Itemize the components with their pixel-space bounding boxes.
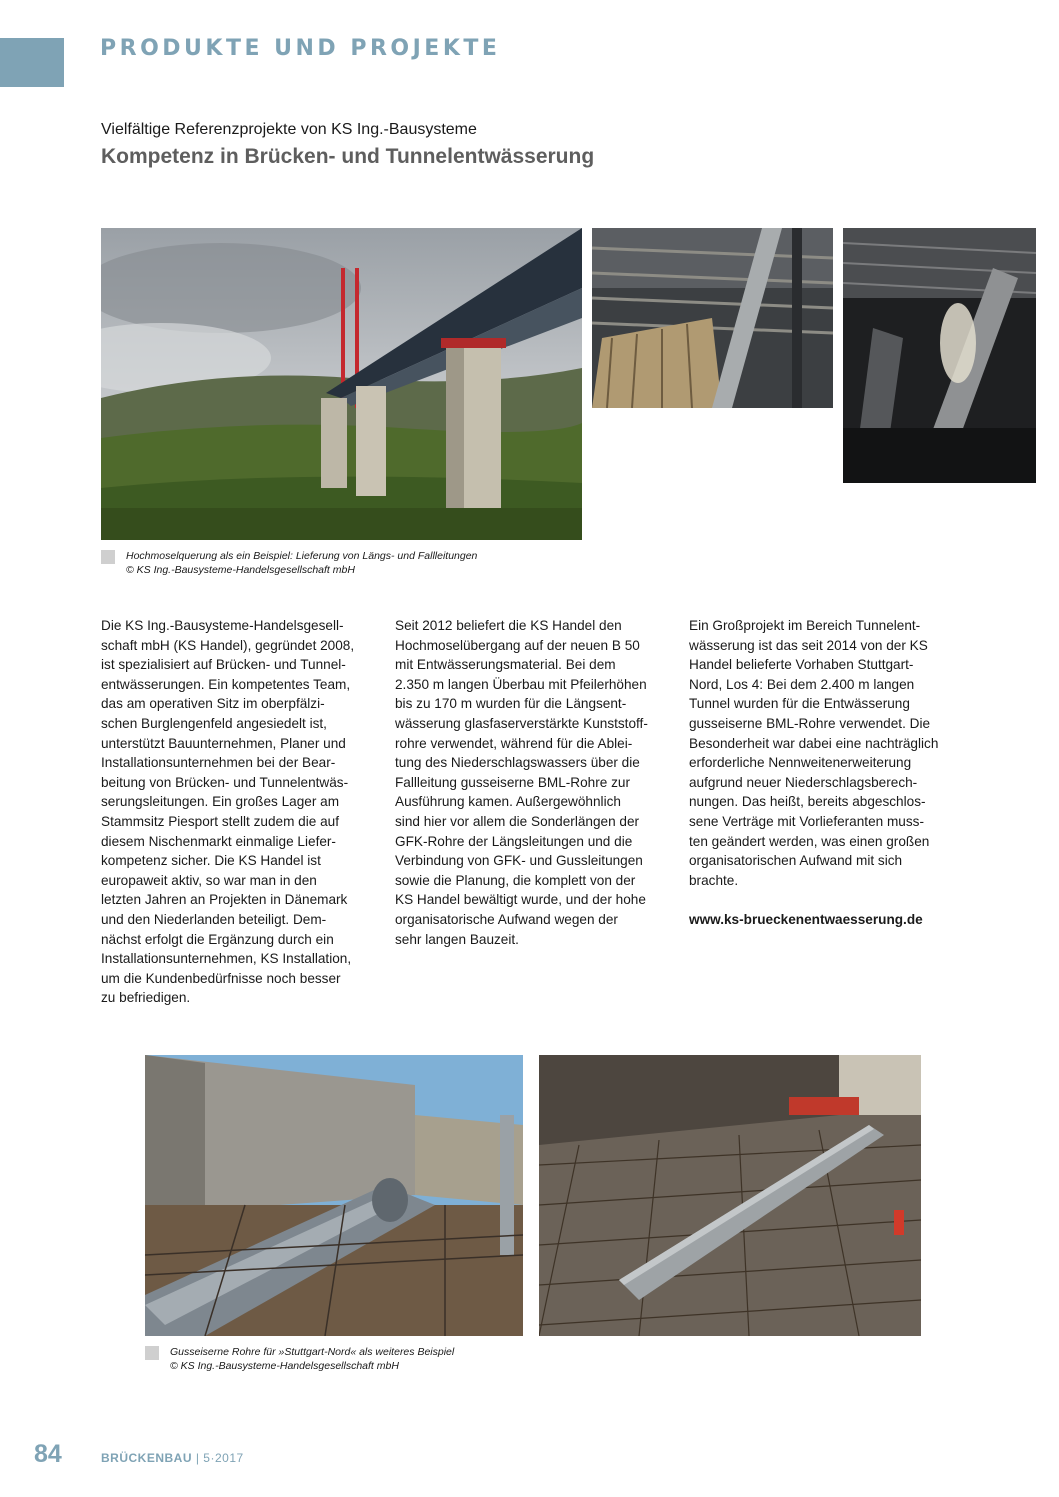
photo-bridge-underside-pipes <box>592 228 833 408</box>
text-column-1 <box>101 616 381 1008</box>
photo-bridge-viaduct <box>101 228 582 540</box>
caption-bottom-credit: © KS Ing.-Bausysteme-Handelsgesellschaft mbH <box>170 1360 399 1372</box>
text-column-2 <box>395 616 675 949</box>
footer-separator: | <box>192 1451 204 1465</box>
website-link[interactable]: www.ks-brueckenentwaesserung.de <box>689 911 923 927</box>
photo-construction-pipes <box>145 1055 523 1336</box>
body-paragraph: Die KS Ing.-Bausysteme-Handelsgesell- schaft mbH (KS Handel), gegründet 2008, ist spezialisiert auf Brücken- und Tunnel- entwässerungen. Ein kompetentes Team, das am operativen Sitz im oberpfälzi- schen Burglengenfeld angesiedelt ist, unterstützt Bauunternehmen, Planer und Installationsunternehmen bei der Bear- beitung von Brücken- und Tunnelentwäs- serungsleitungen. Ein großes Lager am Stammsitz Piesport stellt zudem die auf diesem Nischenmarkt einmalige Liefer- kompetenz sicher. Die KS Handel ist europaweit aktiv, so war man in den letzten Jahren an Projekten in Dänemark und den Niederlanden beteiligt. Dem- nächst erfolgt die Ergänzung durch ein Installationsunternehmen, KS Installation, um die Kundenbedürfnisse noch besser zu befriedigen. <box>101 618 355 1006</box>
magazine-name: BRÜCKENBAU <box>101 1451 192 1465</box>
article-kicker: Vielfältige Referenzprojekte von KS Ing.-Bausysteme <box>101 121 477 138</box>
photo-tunnel-reinforcement <box>539 1055 921 1336</box>
footer-magazine <box>101 1451 244 1465</box>
page-number: 84 <box>34 1440 62 1468</box>
photo-tunnel-pipe <box>843 228 1036 483</box>
article-headline: Kompetenz in Brücken- und Tunnelentwässerung <box>101 145 595 168</box>
caption-top-line1: Hochmoselquerung als ein Beispiel: Lieferung von Längs- und Fallleitungen <box>126 550 478 562</box>
body-paragraph: Ein Großprojekt im Bereich Tunnelent- wässerung ist das seit 2014 von der KS Handel belieferte Vorhaben Stuttgart- Nord, Los 4: Bei dem 2.400 m langen Tunnel wurden für die Entwässerung gusseiserne BML-Rohre verwendet. Die Besonderheit war dabei eine nachträglich erforderliche Nennweitenerweiterung aufgrund neuer Niederschlagsberech- nungen. Das heißt, bereits abgeschlos- sene Verträge mit Vorlieferanten muss- ten geändert werden, was einen großen organisatorischen Aufwand mit sich brachte. <box>689 618 939 888</box>
issue-number: 5·2017 <box>203 1451 244 1465</box>
body-paragraph: Seit 2012 beliefert die KS Handel den Hochmoselübergang auf der neuen B 50 mit Entwässerungsmaterial. Bei dem 2.350 m langen Überbau mit Pfeilerhöhen bis zu 170 m wurden für die Längsent- wässerung glasfaserverstärkte Kunststoff- rohre verwendet, während für die Ablei- tung des Niederschlagswassers über die Fallleitung gusseiserne BML-Rohre zur Ausführung kamen. Außergewöhnlich sind hier vor allem die Sonderlängen der GFK-Rohre der Längsleitungen und die Verbindung von GFK- und Gussleitungen sowie die Planung, die komplett von der KS Handel bewältigt wurde, und der hohe organisatorische Aufwand wegen der sehr langen Bauzeit. <box>395 618 648 947</box>
caption-bottom-line1: Gusseiserne Rohre für »Stuttgart-Nord« als weiteres Beispiel <box>170 1346 455 1358</box>
caption-marker <box>145 1346 159 1360</box>
text-column-3 <box>689 616 969 930</box>
section-color-block <box>0 38 64 87</box>
caption-bottom <box>145 1345 454 1373</box>
caption-top <box>101 549 477 577</box>
caption-top-credit: © KS Ing.-Bausysteme-Handelsgesellschaft mbH <box>126 564 355 576</box>
caption-marker <box>101 550 115 564</box>
section-title: PRODUKTE UND PROJEKTE <box>100 36 501 61</box>
